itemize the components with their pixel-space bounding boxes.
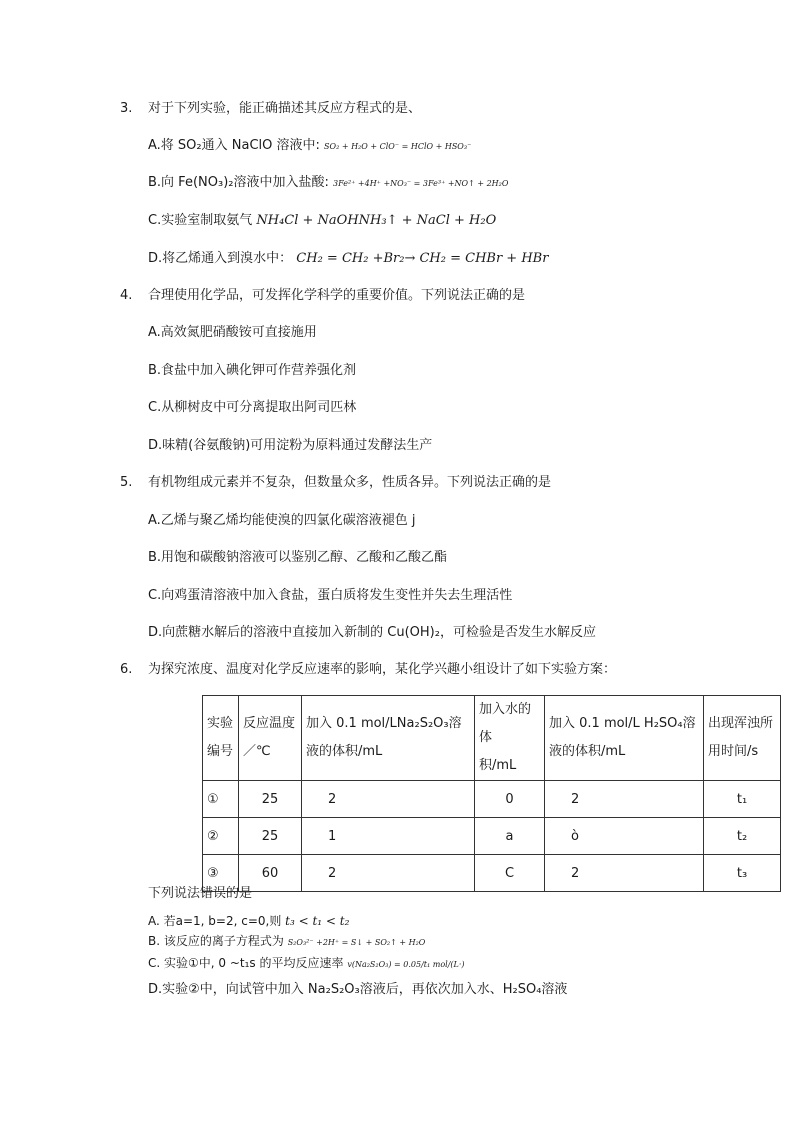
table-cell: 25 — [239, 818, 302, 855]
option-b-equation: 3Fe²⁺ +4H⁺ +NO₃⁻ = 3Fe³⁺ +NO↑ + 2H₂O — [333, 179, 509, 188]
question-3-option-d — [148, 250, 548, 268]
question-6-option-d: D.实验②中，向试管中加入 Na₂S₂O₃溶液后，再依次加入水、H₂SO₄溶液 — [148, 982, 568, 997]
question-5-number: 5. — [120, 475, 133, 490]
question-5-option-d: D.向蔗糖水解后的溶液中直接加入新制的 Cu(OH)₂，可检验是否发生水解反应 — [148, 625, 596, 640]
header-cell-time: 出现浑浊所 用时间/s — [704, 696, 781, 781]
question-4-option-c: C.从柳树皮中可分离提取出阿司匹林 — [148, 400, 357, 415]
table-cell: ò — [545, 818, 704, 855]
question-6-option-a — [148, 912, 349, 930]
table-cell: t₃ — [704, 855, 781, 892]
question-6-option-c — [148, 954, 465, 974]
option-c-equation: v(Na₂S₂O₃) = 0.05/t₁ mol/(L·) — [347, 960, 465, 969]
question-4-number: 4. — [120, 288, 133, 303]
table-cell: t₁ — [704, 781, 781, 818]
question-5-option-a: A.乙烯与聚乙烯均能使溴的四氯化碳溶液褪色 j — [148, 513, 416, 528]
option-b-text: B.向 Fe(NO₃)₂溶液中加入盐酸: — [148, 175, 329, 190]
table-cell: 1 — [302, 818, 475, 855]
table-row — [203, 855, 781, 892]
question-5-option-c: C.向鸡蛋清溶液中加入食盐，蛋白质将发生变性并失去生理活性 — [148, 588, 513, 603]
question-5-option-b: B.用饱和碳酸钠溶液可以鉴别乙醇、乙酸和乙酸乙酯 — [148, 550, 448, 565]
question-6-number: 6. — [120, 662, 133, 677]
table-cell: t₂ — [704, 818, 781, 855]
table-cell: ③ — [203, 855, 239, 892]
question-5-stem: 有机物组成元素并不复杂，但数量众多，性质各异。下列说法正确的是 — [148, 475, 552, 490]
question-3-option-a — [148, 137, 471, 156]
option-b-equation: S₂O₃²⁻ +2H⁺ = S↓ + SO₂↑ + H₂O — [287, 938, 426, 947]
table-cell: 2 — [545, 781, 704, 818]
option-d-text: D.将乙烯通入到溴水中： — [148, 251, 293, 266]
question-4-stem: 合理使用化学品，可发挥化学科学的重要价值。下列说法正确的是 — [148, 288, 526, 303]
table-cell: 2 — [545, 855, 704, 892]
question-3-number: 3. — [120, 101, 133, 116]
table-cell: a — [475, 818, 545, 855]
question-4-option-a: A.高效氮肥硝酸铵可直接施用 — [148, 325, 317, 340]
option-a-equation: t₃ < t₁ < t₂ — [285, 914, 350, 928]
option-c-equation: NH₄Cl + NaOHNH₃↑ + NaCl + H₂O — [256, 213, 497, 228]
experiment-table — [202, 695, 781, 892]
question-6-stem: 为探究浓度、温度对化学反应速率的影响，某化学兴趣小组设计了如下实验方案： — [148, 662, 617, 677]
header-cell-acid-volume: 加入 0.1 mol/L H₂SO₄溶 液的体积/mL — [545, 696, 704, 781]
table-cell: ① — [203, 781, 239, 818]
question-6-prompt: 下列说法错误的是 — [148, 886, 253, 901]
table-cell: ② — [203, 818, 239, 855]
option-b-text: B. 该反应的离子方程式为 — [148, 934, 284, 948]
question-6-option-b — [148, 932, 425, 952]
question-3-option-c — [148, 212, 496, 230]
header-cell-temperature: 反应温度 ／℃ — [239, 696, 302, 781]
table-row — [203, 818, 781, 855]
table-cell: 25 — [239, 781, 302, 818]
table-cell: 2 — [302, 855, 475, 892]
header-cell-water-volume: 加入水的体 积/mL — [475, 696, 545, 781]
header-cell-thiosulfate-volume: 加入 0.1 mol/LNa₂S₂O₃溶 液的体积/mL — [302, 696, 475, 781]
table-header-row — [203, 696, 781, 781]
table-cell: 2 — [302, 781, 475, 818]
option-c-text: C. 实验①中, 0 ~t₁s 的平均反应速率 — [148, 956, 344, 970]
option-d-equation: CH₂ = CH₂ +Br₂→ CH₂ = CHBr + HBr — [296, 251, 549, 266]
question-3-option-b — [148, 174, 508, 193]
table-cell: 0 — [475, 781, 545, 818]
option-a-text: A.将 SO₂通入 NaClO 溶液中: — [148, 138, 320, 153]
table-row — [203, 781, 781, 818]
header-cell-number: 实验 编号 — [203, 696, 239, 781]
option-a-equation: SO₂ + H₂O + ClO⁻ = HClO + HSO₃⁻ — [324, 142, 472, 151]
option-a-text: A. 若a=1, b=2, c=0,则 — [148, 914, 282, 928]
table-cell: C — [475, 855, 545, 892]
table-cell: 60 — [239, 855, 302, 892]
question-4-option-b: B.食盐中加入碘化钾可作营养强化剂 — [148, 363, 357, 378]
question-4-option-d: D.味精(谷氨酸钠)可用淀粉为原料通过发酵法生产 — [148, 438, 433, 453]
option-c-text: C.实验室制取氨气 — [148, 213, 253, 228]
question-3-stem: 对于下列实验，能正确描述其反应方程式的是、 — [148, 101, 422, 116]
